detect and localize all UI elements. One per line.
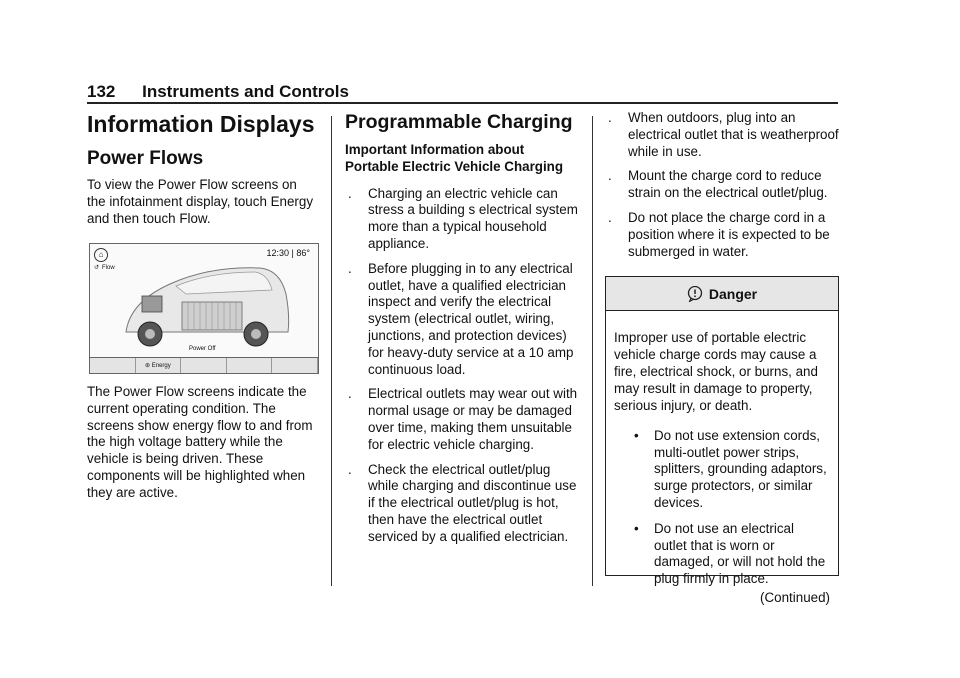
column-divider	[592, 116, 593, 586]
section-heading: Programmable Charging	[345, 111, 573, 133]
home-icon: ⌂	[94, 248, 108, 262]
clock-time: 12:30	[266, 248, 290, 258]
list-item-text: Do not use extension cords, multi-outlet power strips, splitters, grounding adaptors, surge protectors, or similar devices.	[654, 427, 827, 510]
list-item-text: Charging an electric vehicle can stress a building s electrical system more than a typical household appliance.	[368, 185, 578, 251]
column-1-lower	[87, 384, 321, 502]
list-item: . Charging an electric vehicle can stress a building s electrical system more than a typical household appliance.	[348, 185, 578, 251]
list-item-text: Mount the charge cord to reduce strain on the electrical outlet/plug.	[628, 168, 828, 201]
nav-slot	[227, 358, 273, 373]
list-item-text: Do not place the charge cord in a position where it is expected to be submerged in water.	[628, 209, 830, 259]
section-heading: Power Flows	[87, 148, 204, 169]
nav-slot	[272, 358, 318, 373]
vehicle-illustration	[90, 244, 318, 373]
warning-icon	[687, 286, 703, 302]
list-item: . Check the electrical outlet/plug while charging and discontinue use if the electrical outlet/plug is hot, then have the electrical outlet serviced by a qualified electrician.	[348, 461, 577, 544]
danger-title: Danger	[708, 285, 758, 302]
section-title: Instruments and Controls	[142, 82, 349, 101]
list-item-text: Before plugging in to any electrical outlet, have a qualified electrician inspect and verify the electrical system (electrical outlet, wiring, junctions, and protection devices) for heavy-duty service at a 10 amp continuous load.	[368, 260, 574, 377]
bottom-nav-bar	[90, 357, 318, 373]
list-item: . Do not place the charge cord in a position where it is expected to be submerged in water.	[608, 209, 830, 259]
page-title: Information Displays	[87, 111, 315, 137]
danger-body	[606, 311, 838, 607]
subheading: Important Information about Portable Electric Vehicle Charging	[345, 142, 564, 174]
list-item-text: Do not use an electrical outlet that is worn or damaged, or will not hold the plug firmly in place.	[654, 520, 826, 587]
energy-tab	[136, 358, 182, 373]
nav-slot	[181, 358, 227, 373]
danger-header	[606, 277, 838, 311]
back-icon: ↺	[94, 265, 100, 271]
list-item: • Do not use extension cords, multi-outlet power strips, splitters, grounding adaptors, surge protectors, or similar devices.	[634, 427, 827, 510]
column-2	[345, 110, 580, 546]
list-item: . Mount the charge cord to reduce strain on the electrical outlet/plug.	[608, 168, 828, 201]
energy-label: Energy	[151, 362, 171, 369]
intro-paragraph: To view the Power Flow screens on the infotainment display, touch Energy and then touch Flow.	[87, 177, 314, 226]
list-item: . When outdoors, plug into an electrical outlet that is weatherproof while in use.	[608, 110, 839, 159]
header-rule	[87, 102, 838, 104]
danger-text: Improper use of portable electric vehicle charge cords may cause a fire, electrical shock, or burns, and may result in damage to property, serious injury, or death.	[614, 330, 818, 413]
body-paragraph: The Power Flow screens indicate the current operating condition. The screens show energy flow to and from the high voltage battery while the vehicle is being driven. These components will be highlighted when they are active.	[87, 384, 313, 500]
column-3	[605, 110, 840, 260]
list-item: . Before plugging in to any electrical outlet, have a qualified electrician inspect and verify the electrical system (electrical outlet, wiring, junctions, and protection devices) for heavy-duty service at a 10 amp continuous load.	[348, 260, 574, 377]
status-readout: 12:30 | 86°	[266, 248, 310, 258]
list-item-text: Electrical outlets may wear out with normal usage or may be damaged over time, making them unsuitable for electric vehicle charging.	[368, 386, 578, 452]
list-item: . Electrical outlets may wear out with normal usage or may be damaged over time, making them unsuitable for electric vehicle charging.	[348, 386, 578, 452]
list-item: • Do not use an electrical outlet that is worn or damaged, or will not hold the plug firmly in place.	[634, 520, 826, 587]
column-divider	[331, 116, 332, 586]
flow-label: Flow	[102, 264, 115, 271]
page-number: 132	[87, 82, 116, 101]
temperature: 86°	[296, 248, 310, 258]
column-1	[87, 110, 319, 227]
nav-slot	[90, 358, 136, 373]
power-state-label: Power Off	[189, 346, 216, 352]
page-header	[87, 82, 349, 102]
list-item-text: Check the electrical outlet/plug while charging and discontinue use if the electrical outlet/plug is hot, then have the electrical outlet serviced by a qualified electrician.	[368, 461, 577, 544]
list-item-text: When outdoors, plug into an electrical outlet that is weatherproof while in use.	[628, 110, 839, 159]
continued-note: (Continued)	[760, 589, 830, 605]
power-flow-screen-illustration	[89, 243, 319, 374]
energy-icon: ⊛	[145, 363, 151, 369]
danger-box	[605, 276, 839, 605]
